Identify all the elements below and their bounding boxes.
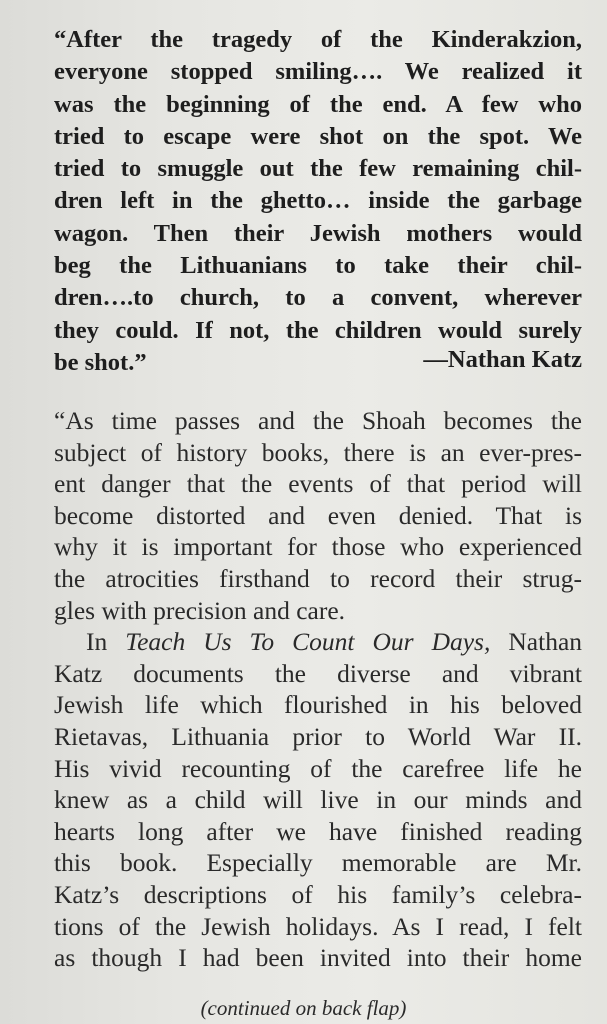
quote-line: dren left in the ghetto… inside the garbage xyxy=(54,187,582,215)
quote-line: was the beginning of the end. A few who xyxy=(54,90,582,118)
testimony-quote xyxy=(54,24,582,379)
review-line: subject of history books, there is an ever-pres- xyxy=(54,437,582,467)
review-line: Katz’s descriptions of his family’s celebra- xyxy=(54,879,582,909)
review-line: this book. Especially memorable are Mr. xyxy=(54,848,582,878)
review-line: become distorted and even denied. That is xyxy=(54,500,582,530)
quote-line: beg the Lithuanians to take their chil- xyxy=(54,252,582,280)
review-line: why it is important for those who experienced xyxy=(54,532,582,562)
quote-line: tried to smuggle out the few remaining chil- xyxy=(54,155,582,183)
review-text-prefix: In xyxy=(86,627,126,657)
quote-attribution: —Nathan Katz xyxy=(423,346,582,373)
review-line-with-title xyxy=(54,626,582,658)
review-line: ent danger that the events of that period will xyxy=(54,469,582,499)
review-line: His vivid recounting of the carefree life he xyxy=(54,753,582,783)
review-line: as though I had been invited into their home xyxy=(54,943,582,973)
review-line: knew as a child will live in our minds and xyxy=(54,785,582,815)
review-line: the atrocities firsthand to record their strug- xyxy=(54,563,582,593)
review-line: Jewish life which flourished in his beloved xyxy=(54,690,582,720)
quote-line: they could. If not, the children would surely xyxy=(54,316,582,344)
review-line: “As time passes and the Shoah becomes the xyxy=(54,406,582,435)
book-title: Teach Us To Count Our Days, xyxy=(125,627,491,657)
quote-line: “After the tragedy of the Kinderakzion, xyxy=(54,26,582,53)
review-line: gles with precision and care. xyxy=(54,595,346,625)
review-line: Katz documents the diverse and vibrant xyxy=(54,658,582,688)
quote-line: dren….to church, to a convent, wherever xyxy=(54,284,582,312)
review-text xyxy=(54,405,582,974)
continued-note: (continued on back flap) xyxy=(200,996,407,1020)
review-text-suffix: Nathan xyxy=(490,627,583,657)
quote-line: everyone stopped smiling…. We realized it xyxy=(54,58,582,86)
quote-line: be shot.” xyxy=(54,348,147,376)
review-line: hearts long after we have finished reading xyxy=(54,816,582,846)
quote-line: wagon. Then their Jewish mothers would xyxy=(54,219,582,247)
review-line: tions of the Jewish holidays. As I read, I felt xyxy=(54,911,582,941)
quote-line: tried to escape were shot on the spot. We xyxy=(54,122,582,150)
review-line: Rietavas, Lithuania prior to World War II. xyxy=(54,721,582,751)
